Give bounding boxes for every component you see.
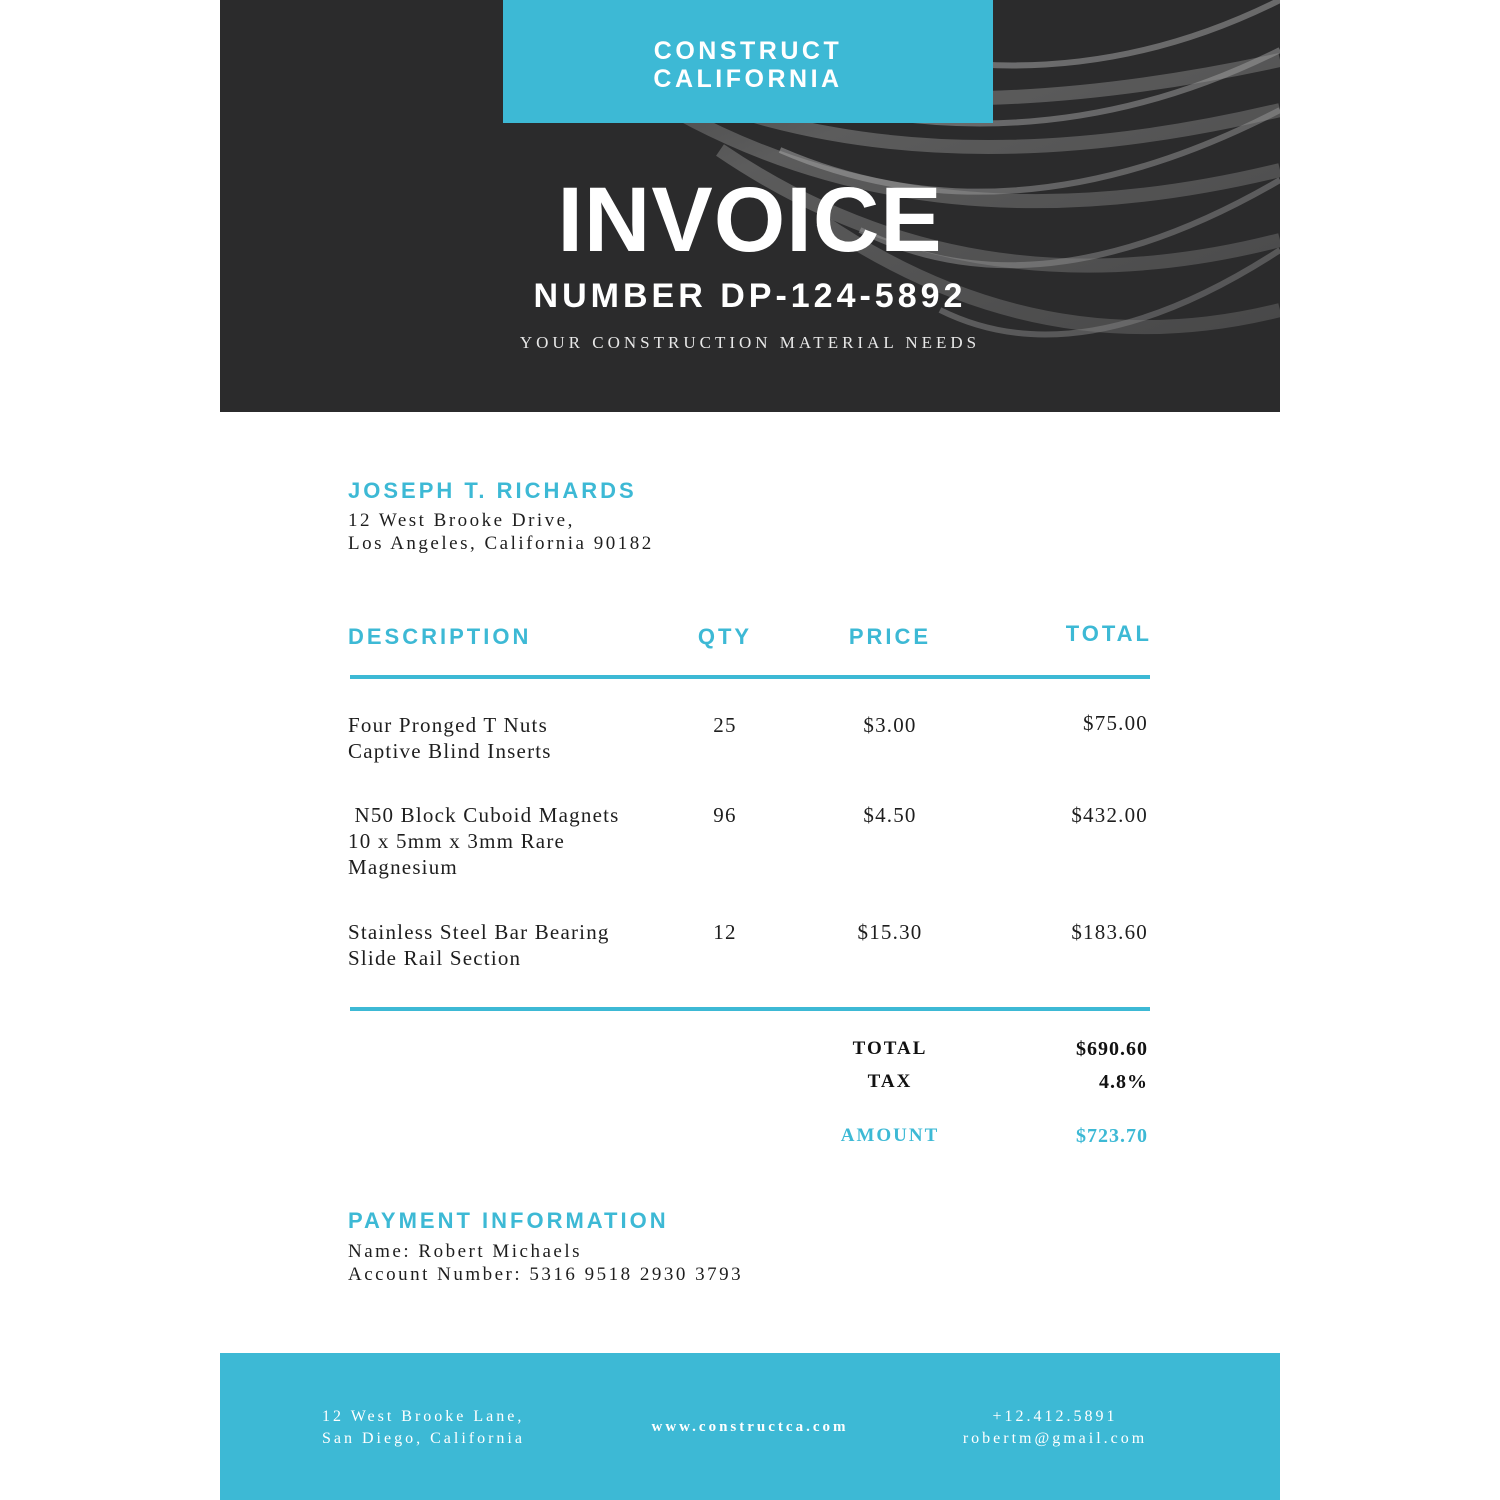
summary-total-label: TOTAL — [852, 1038, 928, 1059]
payment-account-number: Account Number: 5316 9518 2930 3793 — [348, 1264, 744, 1285]
summary-tax-label: TAX — [867, 1071, 913, 1092]
client-address-line2: Los Angeles, California 90182 — [348, 533, 654, 554]
footer — [220, 1353, 1280, 1500]
brand-box — [503, 0, 993, 123]
column-header-price: PRICE — [848, 624, 932, 649]
summary-total-value: $690.60 — [1076, 1038, 1148, 1060]
summary-amount-value: $723.70 — [1076, 1125, 1148, 1147]
row-price: $15.30 — [857, 920, 923, 944]
row-description: Stainless Steel Bar Bearing Slide Rail Section — [348, 920, 610, 970]
column-header-description: DESCRIPTION — [348, 624, 532, 649]
invoice-number: NUMBER DP-124-5892 — [533, 277, 967, 315]
table-bottom-divider — [350, 1007, 1150, 1011]
invoice-title: INVOICE — [557, 169, 943, 271]
payment-name: Name: Robert Michaels — [348, 1241, 583, 1262]
client-name: JOSEPH T. RICHARDS — [348, 478, 637, 503]
footer-website-link[interactable]: www.constructca.com — [651, 1419, 849, 1435]
tagline: YOUR CONSTRUCTION MATERIAL NEEDS — [519, 333, 981, 352]
footer-phone: +12.412.5891 — [992, 1408, 1118, 1425]
client-address-line1: 12 West Brooke Drive, — [348, 510, 575, 531]
invoice-page — [220, 0, 1280, 1500]
row-qty: 25 — [713, 713, 737, 737]
invoice-header — [220, 0, 1280, 412]
row-qty: 12 — [713, 920, 737, 944]
column-header-qty: QTY — [697, 624, 753, 649]
row-total: $432.00 — [1071, 803, 1148, 827]
summary-tax-value: 4.8% — [1099, 1071, 1148, 1093]
footer-address-line1: 12 West Brooke Lane, — [322, 1408, 525, 1425]
brand-name-line1: CONSTRUCT — [653, 37, 843, 65]
footer-email-link[interactable]: robertm@gmail.com — [962, 1430, 1148, 1447]
row-price: $3.00 — [863, 713, 917, 737]
row-price: $4.50 — [863, 803, 917, 827]
row-total: $183.60 — [1071, 920, 1148, 944]
row-total: $75.00 — [1083, 711, 1148, 735]
table-top-divider — [350, 675, 1150, 679]
brand-name-line2: CALIFORNIA — [653, 65, 843, 93]
row-description: N50 Block Cuboid Magnets 10 x 5mm x 3mm Rare Magnesium — [348, 803, 620, 879]
column-header-total: TOTAL — [1065, 621, 1152, 646]
summary-amount-label: AMOUNT — [840, 1125, 940, 1146]
payment-title: PAYMENT INFORMATION — [348, 1208, 669, 1233]
row-qty: 96 — [713, 803, 737, 827]
row-description: Four Pronged T Nuts Captive Blind Inserts — [348, 713, 552, 763]
footer-address-line2: San Diego, California — [322, 1430, 525, 1447]
